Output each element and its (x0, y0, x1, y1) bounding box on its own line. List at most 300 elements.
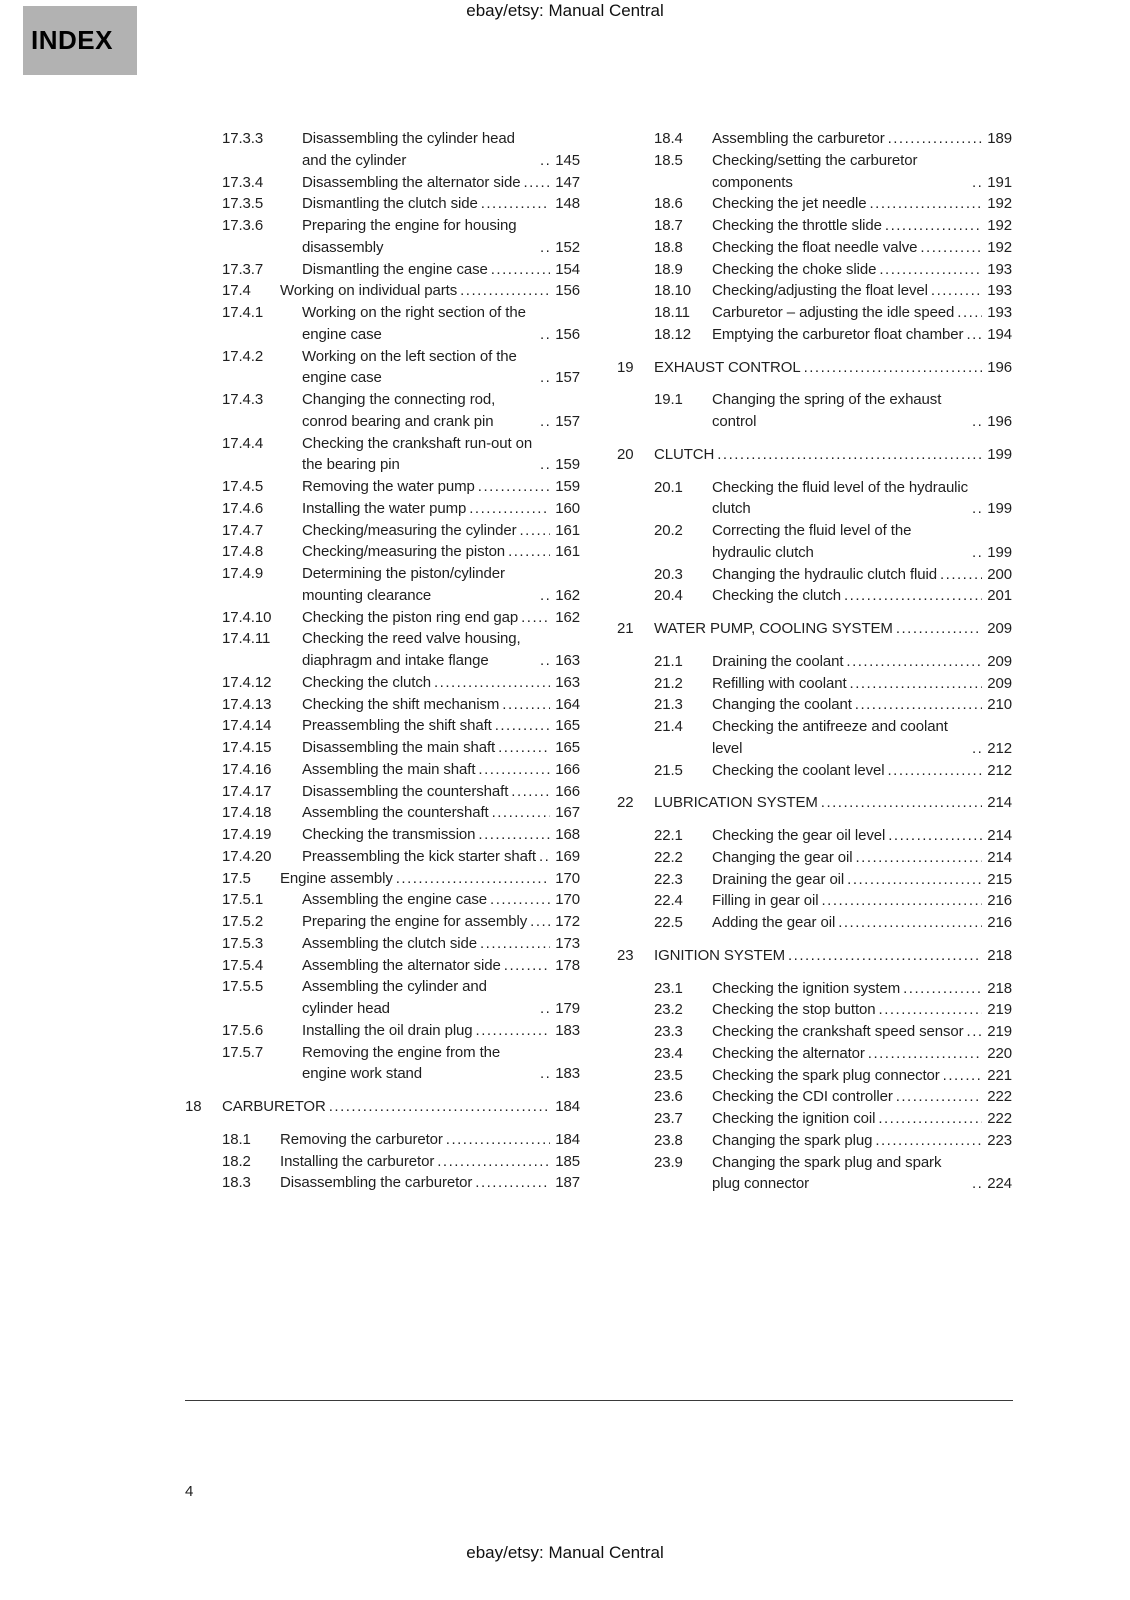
dot-leader (885, 215, 982, 237)
entry-number: 17.4.10 (222, 608, 272, 626)
entry-number: 21.5 (654, 761, 683, 779)
toc-entry (185, 802, 580, 824)
dot-leader (539, 846, 550, 868)
entry-title: Disassembling the alternator side (302, 173, 521, 191)
toc-entry (185, 824, 580, 846)
dot-leader (846, 651, 982, 673)
dot-leader (540, 411, 550, 433)
toc-entry (617, 792, 1012, 814)
dot-leader (478, 824, 550, 846)
entry-number: 17.3.5 (222, 195, 264, 213)
entry-page-number: 212 (987, 739, 1012, 757)
entry-title: IGNITION SYSTEM (654, 946, 786, 964)
entry-title: Correcting the fluid level of the hydraulic clutch (712, 522, 912, 561)
entry-number: 21.4 (654, 718, 683, 735)
dot-leader (957, 302, 982, 324)
dot-leader (540, 998, 550, 1020)
entry-number: 21.1 (654, 652, 683, 670)
entry-title: Changing the gear oil (712, 848, 853, 866)
entry-number: 21.3 (654, 696, 683, 714)
entry-title: Removing the carburetor (280, 1130, 443, 1148)
toc-entry (617, 585, 1012, 607)
entry-page-number: 157 (555, 412, 580, 430)
entry-page-number: 193 (987, 282, 1012, 300)
dot-leader (540, 454, 550, 476)
toc-entry (185, 1042, 580, 1086)
toc-entry (185, 215, 580, 259)
entry-title: Checking the CDI controller (712, 1088, 893, 1106)
entry-title: Changing the spark plug (712, 1131, 873, 1149)
toc-entry (617, 357, 1012, 379)
entry-number: 23.7 (654, 1110, 683, 1127)
toc-entry (617, 912, 1012, 934)
entry-number: 17.5.3 (222, 934, 264, 952)
toc-entry (185, 433, 580, 477)
dot-leader (972, 498, 982, 520)
entry-page-number: 222 (987, 1088, 1012, 1106)
entry-page-number: 183 (555, 1021, 580, 1039)
entry-title: Checking the float needle valve (712, 238, 918, 256)
dot-leader (972, 1173, 982, 1195)
entry-title: Working on the right section of the engine case (302, 304, 526, 343)
entry-page-number: 199 (987, 543, 1012, 561)
dot-leader (329, 1096, 550, 1118)
entry-number: 20.4 (654, 587, 683, 605)
entry-page-number: 159 (555, 478, 580, 495)
entry-number: 17.4.14 (222, 717, 272, 735)
entry-number: 18.10 (654, 282, 692, 300)
entry-number: 17.4.20 (222, 847, 272, 865)
entry-page-number: 201 (987, 587, 1012, 605)
dot-leader (972, 172, 982, 194)
entry-number: 17.4.9 (222, 565, 264, 582)
entry-page-number: 191 (987, 173, 1012, 191)
entry-number: 18.6 (654, 195, 683, 213)
toc-entry (185, 128, 580, 172)
toc-entry (617, 673, 1012, 695)
entry-title: Preparing the engine for housing disassembly (302, 217, 517, 256)
dot-leader (967, 1021, 982, 1043)
entry-page-number: 192 (987, 238, 1012, 256)
dot-leader (481, 193, 550, 215)
entry-page-number: 154 (555, 260, 580, 278)
entry-number: 17.4.15 (222, 739, 272, 756)
toc-entry (185, 346, 580, 390)
entry-page-number: 209 (987, 674, 1012, 692)
entry-number: 18.11 (654, 304, 690, 321)
entry-title: Preassembling the shift shaft (302, 717, 492, 735)
entry-number: 17.4.13 (222, 695, 272, 713)
entry-page-number: 184 (555, 1130, 580, 1148)
entry-title: Disassembling the cylinder head and the cylinder (302, 130, 515, 169)
entry-number: 17.3.3 (222, 130, 264, 147)
dot-leader (480, 933, 550, 955)
entry-page-number: 214 (987, 827, 1012, 844)
entry-number: 17.4.18 (222, 804, 272, 822)
dot-leader (888, 825, 982, 847)
entry-page-number: 189 (987, 130, 1012, 147)
entry-number: 19 (617, 358, 634, 376)
entry-number: 17.3.6 (222, 217, 264, 234)
dot-leader (931, 280, 982, 302)
dot-leader (540, 1063, 550, 1085)
entry-title: Checking the antifreeze and coolant level (712, 718, 948, 757)
entry-title: Disassembling the countershaft (302, 782, 509, 800)
dot-leader (434, 672, 550, 694)
entry-title: Installing the water pump (302, 499, 467, 517)
entry-title: Checking/setting the carburetor components (712, 151, 918, 191)
dot-leader (821, 890, 982, 912)
entry-page-number: 193 (987, 304, 1012, 321)
entry-title: Checking the gear oil level (712, 827, 886, 844)
toc-entry (617, 1065, 1012, 1087)
toc-entry (617, 847, 1012, 869)
entry-number: 20 (617, 445, 634, 463)
entry-title: Dismantling the clutch side (302, 195, 478, 213)
entry-title: Preassembling the kick starter shaft (302, 847, 536, 865)
index-tab (23, 6, 137, 75)
toc-entry (617, 1152, 1012, 1196)
entry-page-number: 216 (987, 892, 1012, 910)
entry-title: Checking the clutch (302, 673, 432, 691)
entry-title: Checking the shift mechanism (302, 695, 500, 713)
entry-page-number: 164 (555, 695, 580, 713)
entry-number: 23.4 (654, 1044, 683, 1062)
entry-number: 17.4.6 (222, 499, 264, 517)
entry-number: 22.1 (654, 827, 683, 844)
toc-entry (617, 564, 1012, 586)
entry-title: Checking the transmission (302, 826, 476, 843)
entry-title: Determining the piston/cylinder mounting clearance (302, 565, 505, 604)
toc-entry (185, 715, 580, 737)
entry-number: 17.4.12 (222, 673, 272, 691)
toc-entry (617, 477, 1012, 521)
dot-leader (896, 1086, 982, 1108)
entry-page-number: 156 (555, 325, 580, 343)
entry-page-number: 187 (555, 1174, 580, 1192)
index-label: INDEX (31, 25, 113, 55)
entry-number: 17.5.5 (222, 978, 264, 996)
entry-number: 18 (185, 1098, 202, 1115)
entry-page-number: 159 (555, 456, 580, 474)
entry-page-number: 168 (555, 826, 580, 843)
entry-page-number: 223 (987, 1131, 1012, 1149)
entry-page-number: 166 (555, 760, 580, 778)
entry-number: 18.5 (654, 151, 683, 169)
entry-number: 17.4.19 (222, 826, 272, 843)
entry-title: EXHAUST CONTROL (654, 358, 801, 376)
entry-title: Refilling with coolant (712, 674, 847, 692)
entry-page-number: 218 (987, 946, 1012, 964)
entry-title: Assembling the countershaft (302, 804, 489, 822)
dot-leader (966, 324, 982, 346)
entry-title: Checking the clutch (712, 587, 842, 605)
entry-page-number: 221 (987, 1066, 1012, 1084)
entry-number: 23.8 (654, 1131, 683, 1149)
entry-page-number: 179 (555, 1000, 580, 1017)
entry-number: 17.5.2 (222, 913, 264, 930)
entry-page-number: 163 (555, 673, 580, 691)
toc-entry (617, 259, 1012, 281)
toc-entry (185, 737, 580, 759)
toc-entry (617, 280, 1012, 302)
dot-leader (943, 1065, 982, 1087)
toc-entry (185, 389, 580, 433)
toc-entry (617, 324, 1012, 346)
entry-number: 17.4.1 (222, 304, 264, 321)
entry-page-number: 216 (987, 914, 1012, 931)
toc-column-left (185, 128, 580, 1195)
dot-leader (508, 541, 550, 563)
dot-leader (476, 1020, 550, 1042)
entry-number: 17.4.2 (222, 347, 264, 365)
page-number: 4 (185, 1483, 194, 1500)
entry-page-number: 170 (555, 891, 580, 909)
dot-leader (717, 444, 982, 466)
toc-entry (617, 978, 1012, 1000)
toc-entry (185, 759, 580, 781)
entry-page-number: 200 (987, 565, 1012, 583)
toc-entry (185, 911, 580, 933)
entry-number: 23.2 (654, 1001, 683, 1019)
toc-entry (185, 607, 580, 629)
entry-title: Checking the reed valve housing, diaphragm and intake flange (302, 630, 521, 669)
toc-entry (617, 999, 1012, 1021)
footer-title: ebay/etsy: Manual Central (466, 1543, 664, 1562)
toc-entry (185, 1151, 580, 1173)
entry-title: Checking/measuring the cylinder (302, 521, 517, 539)
entry-title: Assembling the cylinder and cylinder head (302, 978, 487, 1017)
toc-entry (185, 259, 580, 281)
entry-page-number: 214 (987, 794, 1012, 812)
toc-entry (185, 520, 580, 542)
toc-entry (617, 520, 1012, 564)
entry-number: 23.1 (654, 979, 683, 997)
entry-title: Checking the coolant level (712, 761, 885, 779)
entry-page-number: 192 (987, 217, 1012, 234)
dot-leader (879, 999, 982, 1021)
dot-leader (856, 847, 982, 869)
entry-number: 23.3 (654, 1023, 683, 1040)
entry-number: 18.2 (222, 1152, 251, 1170)
entry-title: CLUTCH (654, 445, 715, 463)
entry-title: Assembling the clutch side (302, 934, 477, 952)
dot-leader (502, 694, 550, 716)
dot-leader (504, 955, 550, 977)
dot-leader (540, 585, 550, 607)
dot-leader (490, 889, 550, 911)
entry-number: 17.4 (222, 282, 251, 300)
entry-title: Assembling the carburetor (712, 130, 885, 147)
entry-title: Filling in gear oil (712, 892, 819, 910)
dot-leader (475, 1172, 550, 1194)
entry-page-number: 214 (987, 848, 1012, 866)
entry-page-number: 193 (987, 260, 1012, 278)
entry-number: 17.3.4 (222, 173, 264, 191)
entry-number: 21.2 (654, 674, 683, 692)
entry-number: 18.1 (222, 1130, 251, 1148)
toc-entry (617, 618, 1012, 640)
toc-entry (617, 825, 1012, 847)
dot-leader (888, 760, 982, 782)
entry-title: Disassembling the main shaft (302, 739, 496, 756)
entry-page-number: 165 (555, 717, 580, 735)
entry-page-number: 156 (555, 282, 580, 300)
entry-title: Working on individual parts (280, 282, 458, 300)
entry-page-number: 194 (987, 325, 1012, 343)
entry-number: 19.1 (654, 391, 683, 409)
dot-leader (478, 476, 550, 498)
dot-leader (879, 259, 982, 281)
entry-number: 17.3.7 (222, 260, 264, 278)
entry-number: 17.5.6 (222, 1021, 264, 1039)
entry-number: 23.5 (654, 1066, 683, 1084)
toc-entry (185, 302, 580, 346)
entry-page-number: 162 (555, 586, 580, 604)
dot-leader (460, 280, 550, 302)
dot-leader (972, 411, 982, 433)
toc-entry (617, 694, 1012, 716)
entry-number: 17.4.3 (222, 391, 264, 408)
toc-entry (617, 1108, 1012, 1130)
toc-entry (185, 694, 580, 716)
toc-entry (617, 1021, 1012, 1043)
entry-number: 23.9 (654, 1153, 683, 1171)
toc-entry (185, 933, 580, 955)
toc-entry (185, 172, 580, 194)
entry-number: 21 (617, 620, 634, 637)
toc-entry (185, 476, 580, 498)
entry-number: 20.3 (654, 565, 683, 583)
entry-page-number: 183 (555, 1065, 580, 1083)
entry-title: Checking the ignition coil (712, 1110, 876, 1127)
toc-entry (185, 781, 580, 803)
entry-title: Installing the carburetor (280, 1152, 435, 1170)
entry-page-number: 184 (555, 1098, 580, 1115)
entry-title: Draining the coolant (712, 652, 844, 670)
toc-entry (185, 541, 580, 563)
toc-entry (617, 716, 1012, 760)
entry-title: Changing the connecting rod, conrod bearing and crank pin (302, 391, 496, 430)
toc-entry (185, 563, 580, 607)
entry-title: Changing the hydraulic clutch fluid (712, 565, 937, 583)
entry-page-number: 178 (555, 956, 580, 974)
entry-title: Checking the crankshaft run-out on the bearing pin (302, 434, 533, 474)
dot-leader (855, 694, 982, 716)
entry-number: 18.7 (654, 217, 683, 234)
toc-entry (185, 889, 580, 911)
entry-page-number: 169 (555, 847, 580, 865)
dot-leader (920, 237, 982, 259)
entry-title: Working on the left section of the engine case (302, 347, 517, 387)
entry-number: 18.9 (654, 260, 683, 278)
entry-number: 20.2 (654, 522, 683, 539)
dot-leader (530, 911, 550, 933)
entry-title: Checking the throttle slide (712, 217, 882, 234)
entry-page-number: 170 (555, 869, 580, 887)
dot-leader (446, 1129, 550, 1151)
entry-title: Assembling the engine case (302, 891, 488, 909)
dot-leader (396, 868, 550, 890)
footer-divider (185, 1400, 1013, 1401)
entry-number: 22.5 (654, 914, 683, 931)
entry-number: 20.1 (654, 478, 683, 496)
toc-entry (617, 945, 1012, 967)
entry-page-number: 215 (987, 870, 1012, 888)
entry-title: Removing the engine from the engine work stand (302, 1043, 501, 1083)
entry-title: WATER PUMP, COOLING SYSTEM (654, 620, 893, 637)
entry-number: 17.5.4 (222, 956, 264, 974)
dot-leader (491, 259, 550, 281)
entry-page-number: 209 (987, 652, 1012, 670)
entry-title: Checking the jet needle (712, 195, 867, 213)
entry-page-number: 218 (987, 979, 1012, 997)
toc-entry (617, 128, 1012, 150)
entry-title: CARBURETOR (222, 1098, 326, 1115)
entry-page-number: 157 (555, 369, 580, 387)
dot-leader (844, 585, 982, 607)
dot-leader (903, 978, 982, 1000)
entry-page-number: 147 (555, 173, 580, 191)
entry-title: Changing the spring of the exhaust control (712, 391, 942, 430)
dot-leader (888, 128, 982, 150)
entry-page-number: 222 (987, 1110, 1012, 1127)
entry-page-number: 199 (987, 445, 1012, 463)
entry-number: 17.4.5 (222, 478, 264, 495)
dot-leader (838, 912, 982, 934)
toc-entry (185, 1096, 580, 1118)
dot-leader (495, 715, 550, 737)
entry-title: Checking the choke slide (712, 260, 877, 278)
entry-page-number: 210 (987, 696, 1012, 714)
entry-page-number: 219 (987, 1001, 1012, 1019)
entry-number: 17.5.7 (222, 1043, 264, 1061)
toc-entry (185, 1172, 580, 1194)
toc-entry (617, 1130, 1012, 1152)
toc-entry (617, 237, 1012, 259)
toc-entry (617, 760, 1012, 782)
entry-title: Adding the gear oil (712, 914, 836, 931)
entry-page-number: 163 (555, 652, 580, 669)
entry-number: 22.4 (654, 892, 683, 910)
toc-entry (617, 890, 1012, 912)
entry-page-number: 166 (555, 782, 580, 800)
entry-page-number: 165 (555, 739, 580, 756)
entry-number: 17.4.17 (222, 782, 272, 800)
dot-leader (478, 759, 550, 781)
entry-number: 17.4.11 (222, 630, 271, 648)
entry-number: 17.5.1 (222, 891, 264, 909)
entry-title: Dismantling the engine case (302, 260, 488, 278)
toc-entry (185, 846, 580, 868)
toc-entry (185, 1129, 580, 1151)
entry-title: Changing the spark plug and spark plug connector (712, 1153, 942, 1193)
dot-leader (940, 564, 982, 586)
dot-leader (520, 520, 550, 542)
entry-page-number: 224 (987, 1175, 1012, 1193)
dot-leader (821, 792, 982, 814)
dot-leader (972, 738, 982, 760)
entry-number: 18.4 (654, 130, 683, 147)
entry-number: 18.3 (222, 1174, 251, 1192)
dot-leader (469, 498, 550, 520)
toc-entry (617, 1086, 1012, 1108)
dot-leader (511, 781, 550, 803)
dot-leader (869, 193, 982, 215)
entry-title: Removing the water pump (302, 478, 475, 495)
entry-page-number: 172 (555, 913, 580, 930)
entry-title: Checking the alternator (712, 1044, 865, 1062)
